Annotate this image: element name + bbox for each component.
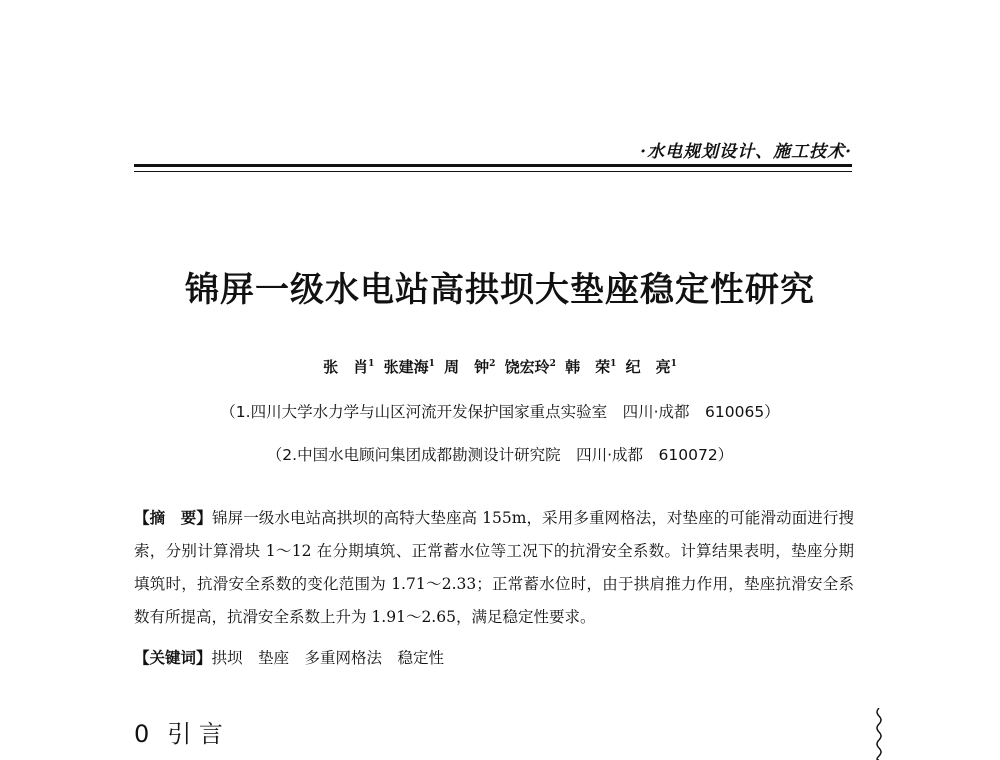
affiliation-2: （2.中国水电顾问集团成都勘测设计研究院 四川·成都 610072） bbox=[266, 446, 734, 464]
author-name: 张建海 bbox=[383, 358, 429, 376]
author-aff: 2 bbox=[549, 359, 556, 369]
author-name: 饶宏玲 bbox=[504, 358, 550, 376]
paper-title: 锦屏一级水电站高拱坝大垫座稳定性研究 bbox=[185, 270, 815, 310]
author-aff: 2 bbox=[489, 359, 496, 369]
keywords-text: 拱坝 垫座 多重网格法 稳定性 bbox=[211, 649, 445, 667]
header-rule-thin bbox=[134, 171, 852, 172]
section-tag: ·水电规划设计、施工技术· bbox=[640, 142, 852, 162]
author bbox=[626, 358, 677, 376]
keywords bbox=[134, 643, 854, 673]
author-name: 韩 荣 bbox=[565, 358, 611, 376]
author-name: 张 肖 bbox=[323, 358, 369, 376]
author bbox=[565, 358, 616, 376]
header-rule-thick bbox=[134, 164, 852, 167]
abstract bbox=[134, 502, 854, 634]
binding-edge-mark bbox=[874, 708, 884, 760]
section-title: 引 言 bbox=[167, 720, 223, 748]
abstract-text: 锦屏一级水电站高拱坝的高特大垫座高 155m，采用多重网格法，对垫座的可能滑动面进行搜索，分别计算滑块 1～12 在分期填筑、正常蓄水位等工况下的抗滑安全系数。计算结果表明，垫座分期填筑时，抗滑安全系数的变化范围为 1.71～2.33；正常蓄水位时，由于拱肩推力作用，垫座抗滑安全系数有所提高，抗滑安全系数上升为 1.91～2.65，满足稳定性要求。 bbox=[134, 509, 854, 626]
author-list bbox=[0, 356, 1000, 377]
section-heading bbox=[134, 714, 223, 749]
affiliation-1: （1.四川大学水力学与山区河流开发保护国家重点实验室 四川·成都 610065） bbox=[220, 403, 780, 421]
author-name: 周 钟 bbox=[444, 358, 490, 376]
section-number: 0 bbox=[134, 720, 150, 748]
author bbox=[444, 358, 495, 376]
author-aff: 1 bbox=[428, 359, 435, 369]
abstract-label: 【摘 要】 bbox=[134, 509, 212, 527]
author bbox=[384, 358, 435, 376]
author-aff: 1 bbox=[610, 359, 617, 369]
author bbox=[323, 358, 374, 376]
author-aff: 1 bbox=[368, 359, 375, 369]
author-aff: 1 bbox=[670, 359, 677, 369]
author-name: 纪 亮 bbox=[625, 358, 671, 376]
author bbox=[505, 358, 556, 376]
keywords-label: 【关键词】 bbox=[134, 649, 212, 667]
